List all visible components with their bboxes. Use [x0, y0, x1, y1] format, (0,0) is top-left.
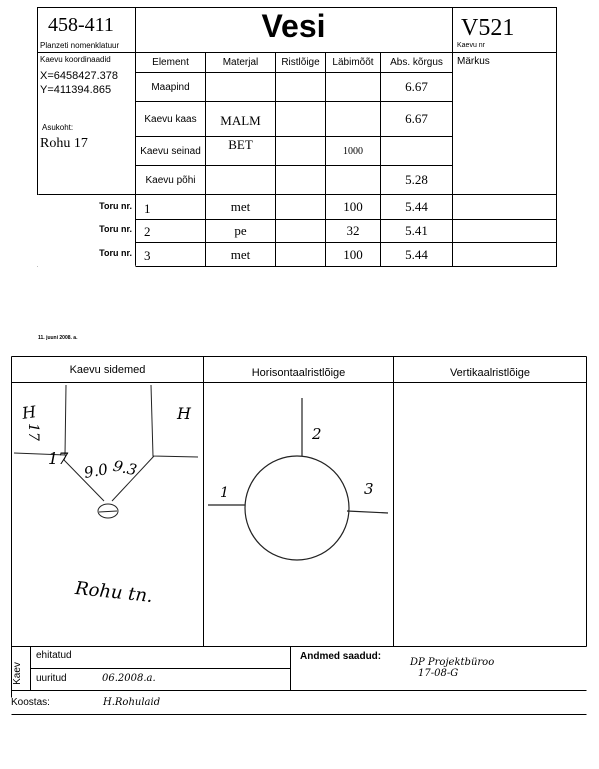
pipe-label: Toru nr.: [99, 201, 132, 211]
col-title-connections: Kaevu sidemed: [69, 363, 146, 376]
handwriting-street-name: Rohu tn.: [74, 577, 154, 608]
coordinate-y: Y=411394.865: [40, 84, 112, 96]
well-connections-sketch: [14, 385, 198, 518]
header-element: Element: [152, 57, 189, 68]
pipe-number: 2: [144, 224, 151, 239]
row-material: BET: [228, 137, 253, 152]
pipe-label: Toru nr.: [99, 248, 132, 258]
row-element: Kaevu põhi: [145, 174, 196, 186]
nomenclature-label: Planzeti nomenklatuur: [40, 41, 120, 50]
handwriting-17: 17: [48, 449, 69, 468]
pipe-material: pe: [234, 223, 247, 238]
coordinate-x: X=6458427.378: [40, 70, 118, 82]
row-element: Kaevu kaas: [144, 113, 197, 125]
built-label: ehitatud: [36, 650, 72, 661]
pipe-material: met: [230, 199, 251, 214]
data-source-value: DP Projektbüroo: [410, 657, 495, 668]
data-source-code: 17-08-G: [418, 668, 459, 679]
col-title-horizontal: Horisontaalristlõige: [251, 366, 346, 379]
handwriting-h-right: H: [177, 404, 191, 423]
row-height: 5.28: [405, 172, 428, 187]
horizontal-section-drawing: [208, 398, 388, 560]
well-number-value: V521: [461, 15, 515, 41]
pipe-material: met: [230, 246, 251, 262]
handwriting-17-left: 17: [24, 423, 41, 441]
pipe-diameter: 32: [346, 223, 360, 238]
surveyed-label: uuritud: [36, 673, 67, 684]
pipe-label-2: 2: [312, 425, 322, 443]
row-height: 6.67: [405, 79, 428, 94]
pipe-diameter: 100: [343, 199, 363, 214]
date-note: 11. juuni 2008. a.: [38, 335, 78, 341]
pipe-height: 5.44: [405, 199, 428, 214]
row-material: MALM: [220, 113, 261, 128]
handwriting-9-3: 9.3: [111, 456, 139, 480]
pipe-number: 3: [144, 248, 151, 263]
pipe-diameter: 100: [343, 246, 363, 262]
row-height: 6.67: [405, 111, 428, 126]
handwriting-9-0: 9.0: [82, 460, 110, 482]
data-source-label: Andmed saadud:: [300, 651, 382, 662]
pipe-label-1: 1: [220, 485, 229, 501]
well-side-label: Kaev: [11, 662, 23, 685]
col-title-vertical: Vertikaalristlõige: [449, 366, 531, 379]
header-abs-height: Abs. kõrgus: [390, 57, 443, 68]
pipe-label: Toru nr.: [99, 224, 132, 234]
pipe-height: 5.41: [405, 223, 428, 238]
header-remarks: Märkus: [457, 56, 490, 67]
coordinates-label: Kaevu koordinaadid: [40, 55, 111, 64]
pipe-label-3: 3: [364, 480, 374, 498]
composed-by-label: Koostas:: [11, 697, 50, 708]
header-diameter: Läbimõõt: [332, 57, 374, 68]
handwriting-h-left: H: [20, 402, 38, 423]
composed-by-value: H.Rohulaid: [103, 697, 161, 708]
pipe-height: 5.44: [405, 246, 428, 262]
well-number-label: Kaevu nr: [457, 42, 486, 49]
row-element: Maapind: [151, 81, 190, 93]
row-element: Kaevu seinad: [140, 145, 201, 157]
surveyed-value: 06.2008.a.: [102, 673, 156, 684]
nomenclature-value: 458-411: [48, 14, 114, 36]
header-material: Materjal: [222, 57, 259, 68]
pipe-number: 1: [144, 201, 151, 216]
location-label: Asukoht:: [42, 123, 74, 132]
row-diameter: 1000: [343, 145, 363, 157]
page-title: Vesi: [261, 8, 326, 44]
header-section: Ristlõige: [281, 57, 320, 68]
location-value: Rohu 17: [40, 136, 88, 151]
